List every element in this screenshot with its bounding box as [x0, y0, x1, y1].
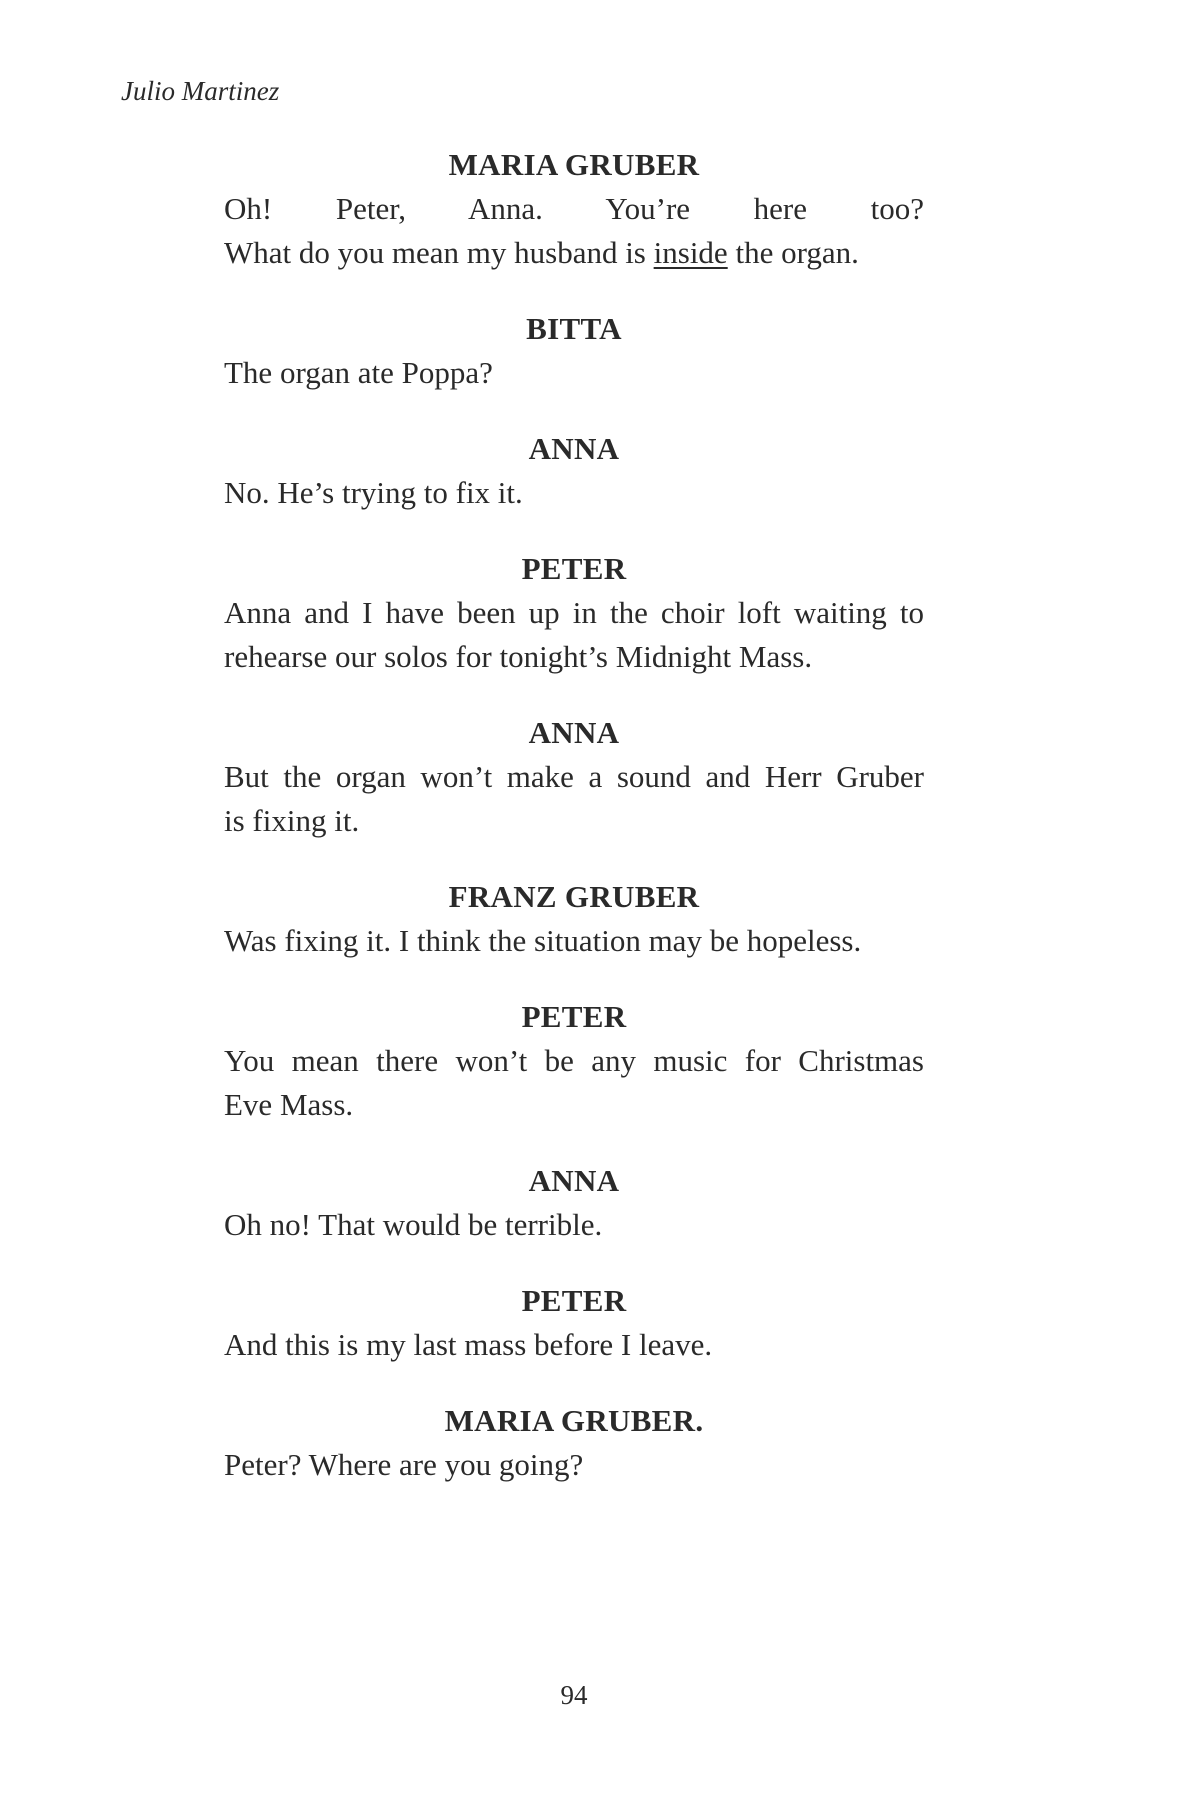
dialogue-block — [224, 1159, 924, 1247]
dialogue-block — [224, 995, 924, 1127]
dialogue-line — [224, 1443, 924, 1487]
dialogue-text: What do you mean my husband is — [224, 235, 654, 270]
dialogue-text: Oh no! That would be terrible. — [224, 1207, 603, 1242]
dialogue-text: The organ ate Poppa? — [224, 355, 493, 390]
dialogue-block — [224, 307, 924, 395]
dialogue-line — [224, 187, 924, 231]
script-body — [224, 143, 924, 1519]
dialogue-text: Oh! Peter, Anna. You’re here too? — [224, 191, 924, 226]
dialogue-line — [224, 755, 924, 799]
dialogue-text: Eve Mass. — [224, 1087, 354, 1122]
dialogue-line — [224, 1039, 924, 1083]
dialogue-line — [224, 591, 924, 635]
dialogue-text: rehearse our solos for tonight’s Midnight Mass. — [224, 639, 813, 674]
dialogue-line — [224, 231, 924, 275]
dialogue-block — [224, 427, 924, 515]
dialogue-text: No. He’s trying to fix it. — [224, 475, 523, 510]
dialogue-block — [224, 711, 924, 843]
dialogue-line — [224, 1083, 924, 1127]
dialogue-text: the organ. — [727, 235, 859, 270]
speaker-name: PETER — [521, 551, 627, 586]
page-number: 94 — [560, 1680, 588, 1710]
running-head-author: Julio Martinez — [121, 76, 280, 106]
dialogue-text: Was fixing it. I think the situation may be hopeless. — [224, 923, 862, 958]
speaker-name: ANNA — [528, 431, 620, 466]
dialogue-block — [224, 875, 924, 963]
speaker-name: MARIA GRUBER — [448, 147, 700, 182]
speaker-name: ANNA — [528, 1163, 620, 1198]
dialogue-text: is fixing it. — [224, 803, 360, 838]
dialogue-block — [224, 1279, 924, 1367]
speaker-name: PETER — [521, 999, 627, 1034]
dialogue-line — [224, 471, 924, 515]
speaker-name: MARIA GRUBER. — [444, 1403, 704, 1438]
speaker-name: FRANZ GRUBER — [448, 879, 700, 914]
dialogue-block — [224, 547, 924, 679]
dialogue-text: You mean there won’t be any music for Christmas — [224, 1043, 924, 1078]
dialogue-line — [224, 1203, 924, 1247]
speaker-name: ANNA — [528, 715, 620, 750]
dialogue-line — [224, 635, 924, 679]
dialogue-text: But the organ won’t make a sound and Herr Gruber — [224, 759, 924, 794]
dialogue-line — [224, 799, 924, 843]
dialogue-text: Peter? Where are you going? — [224, 1447, 584, 1482]
dialogue-text: And this is my last mass before I leave. — [224, 1327, 713, 1362]
underlined-word: inside — [653, 235, 728, 270]
speaker-name: PETER — [521, 1283, 627, 1318]
dialogue-text: Anna and I have been up in the choir loft waiting to — [224, 595, 924, 630]
dialogue-line — [224, 351, 924, 395]
dialogue-line — [224, 1323, 924, 1367]
speaker-name: BITTA — [526, 311, 622, 346]
dialogue-block — [224, 1399, 924, 1487]
dialogue-block — [224, 143, 924, 275]
dialogue-line — [224, 919, 924, 963]
